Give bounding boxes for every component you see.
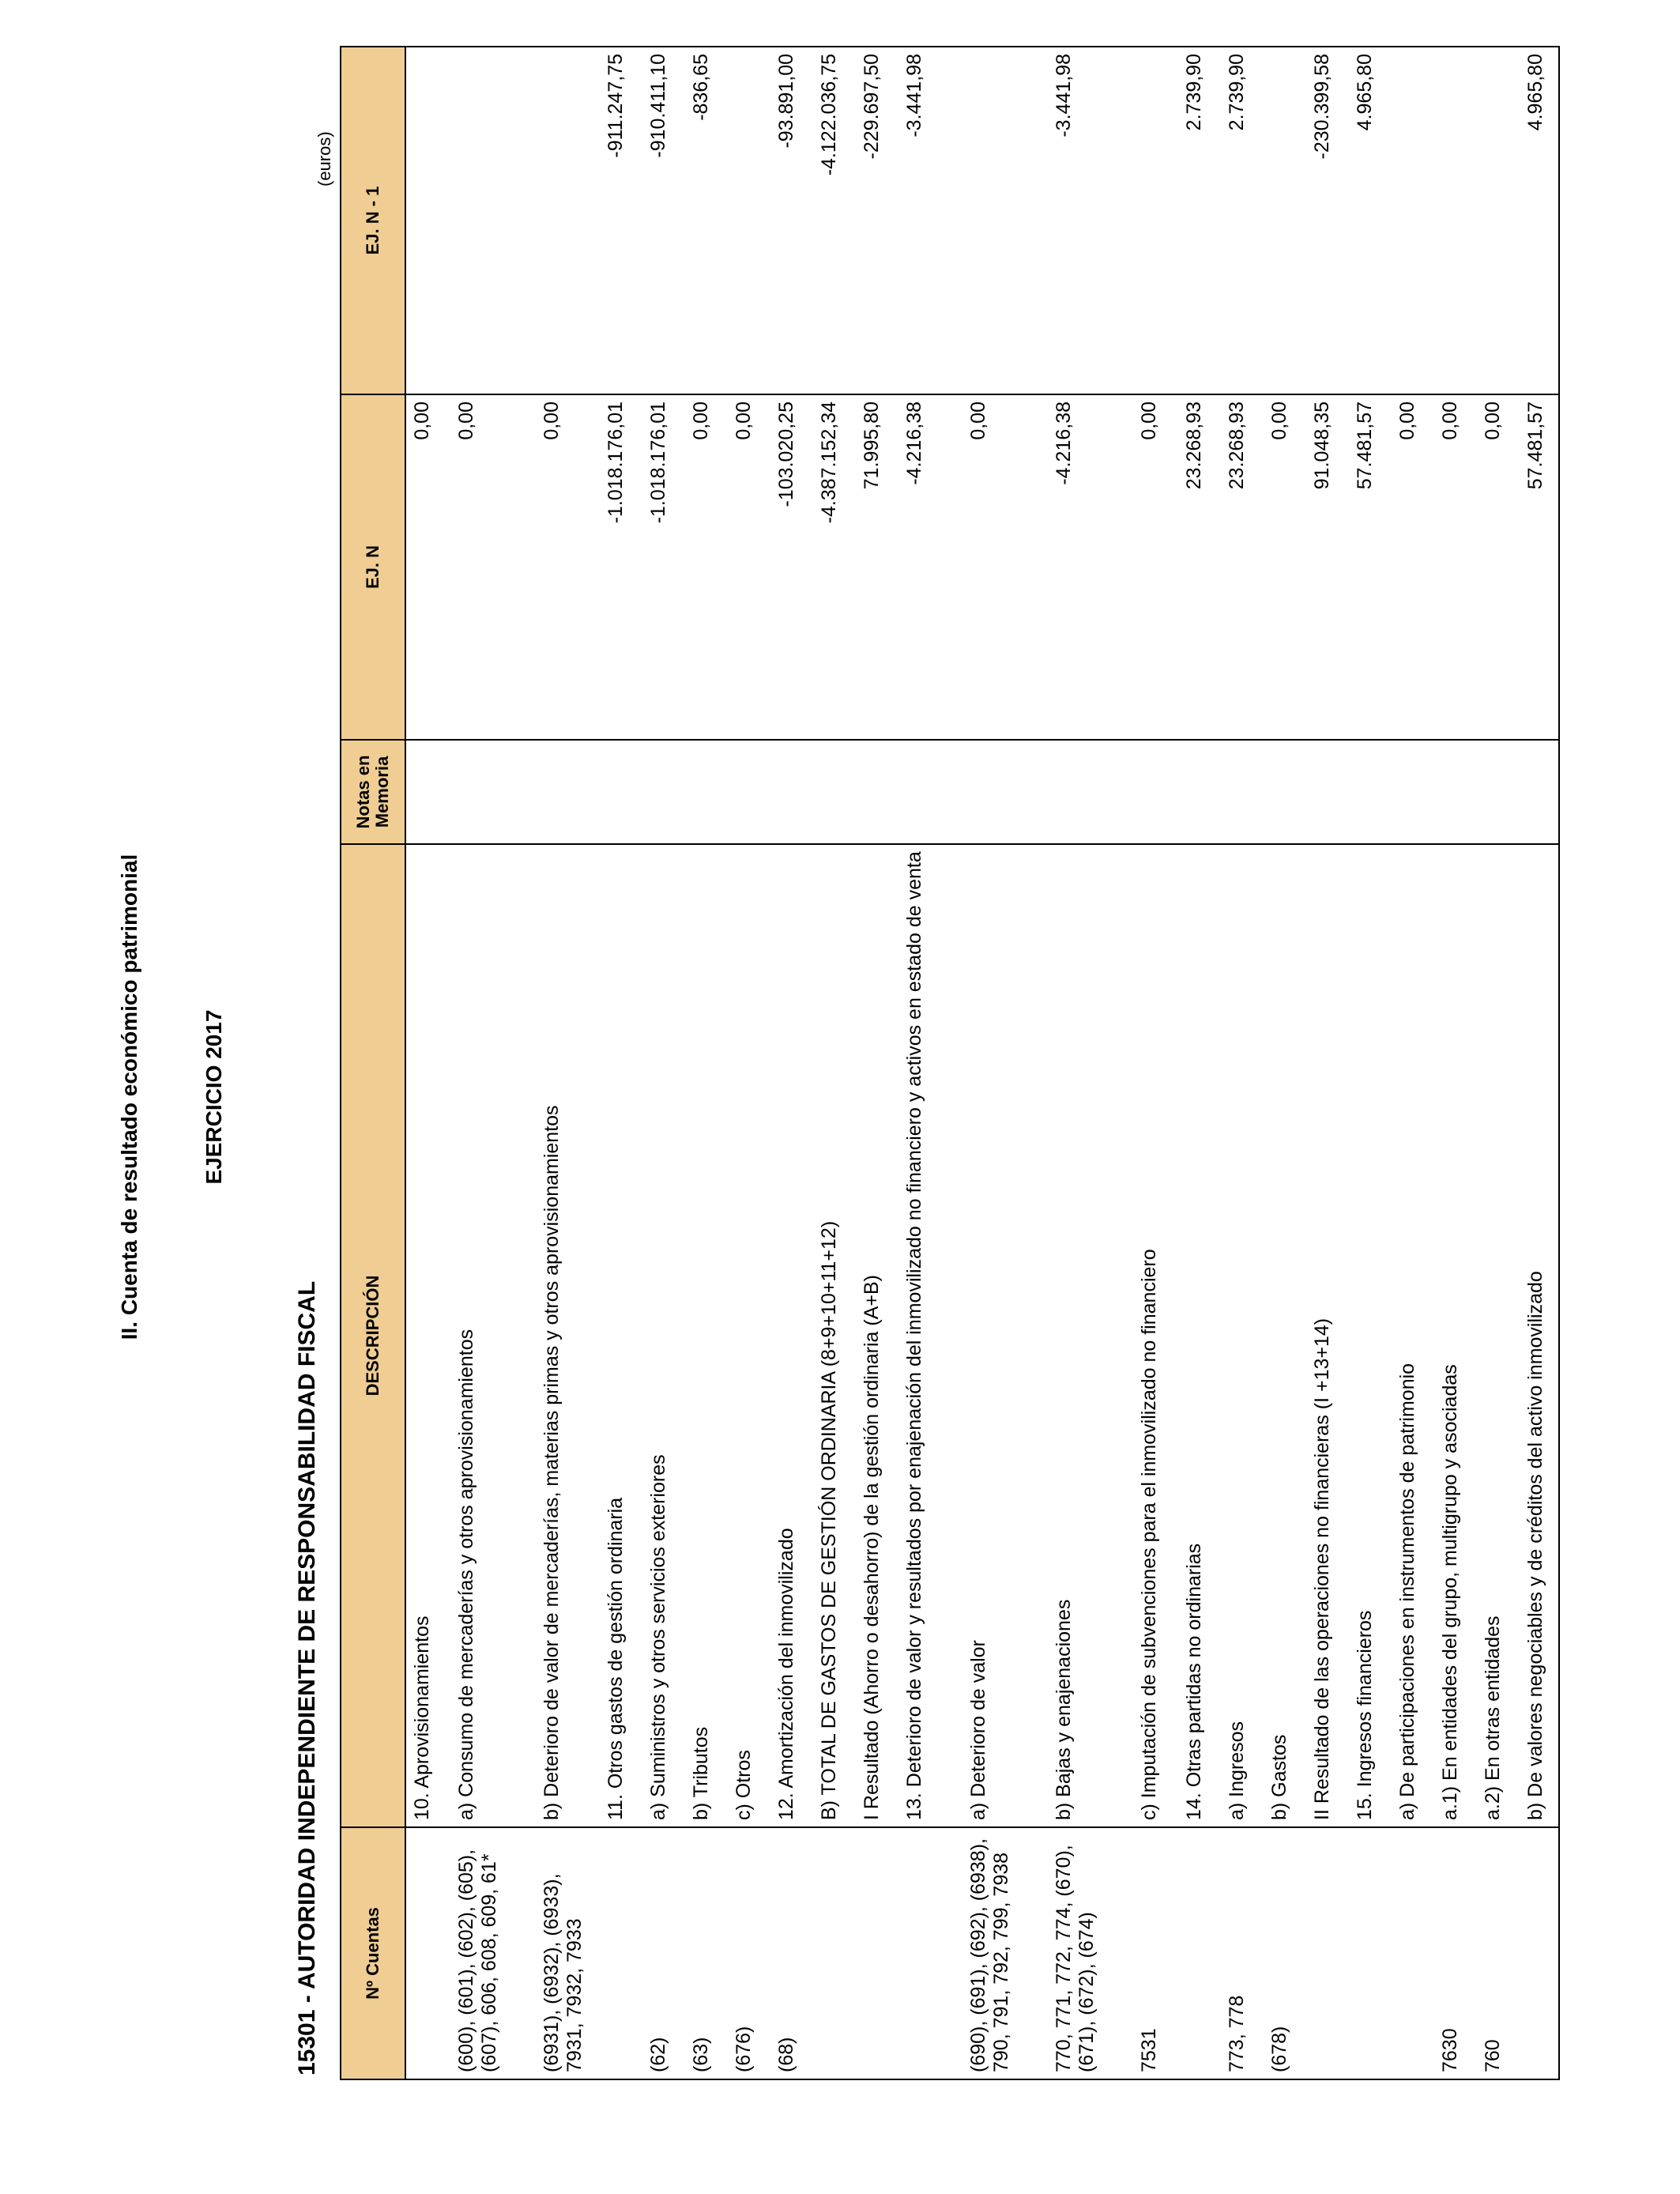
cell-cuentas	[600, 1827, 642, 2079]
cell-descripcion: a) Suministros y otros servicios exteriores	[642, 844, 685, 1827]
cell-ejn: 23.268,93	[1221, 394, 1264, 740]
table-row	[813, 47, 856, 2079]
table-row	[1349, 47, 1392, 2079]
cell-ejn1: 2.739,90	[1221, 47, 1264, 394]
cell-notas	[770, 740, 813, 844]
cell-ejn: 0,00	[1434, 394, 1477, 740]
cell-cuentas: 7630	[1434, 1827, 1477, 2079]
cell-descripcion: b) De valores negociables y de créditos del activo inmovilizado	[1520, 844, 1559, 1827]
cell-ejn1	[450, 47, 536, 394]
cell-cuentas	[1392, 1827, 1434, 2079]
cell-descripcion: B) TOTAL DE GASTOS DE GESTIÓN ORDINARIA (8+9+10+11+12)	[813, 844, 856, 1827]
table-row	[856, 47, 898, 2079]
cell-ejn1	[1434, 47, 1477, 394]
table-row	[600, 47, 642, 2079]
cell-descripcion: c) Imputación de subvenciones para el inmovilizado no financiero	[1133, 844, 1178, 1827]
cell-descripcion: a.1) En entidades del grupo, multigrupo y asociadas	[1434, 844, 1477, 1827]
cell-ejn1: 4.965,80	[1520, 47, 1559, 394]
header-descripcion: DESCRIPCIÓN	[341, 844, 405, 1827]
cell-notas	[1133, 740, 1178, 844]
table-row	[685, 47, 728, 2079]
cell-ejn: -4.216,38	[898, 394, 962, 740]
cell-ejn1	[1264, 47, 1306, 394]
cell-ejn: 0,00	[536, 394, 600, 740]
cell-cuentas: (63)	[685, 1827, 728, 2079]
cell-cuentas: 773, 778	[1221, 1827, 1264, 2079]
cell-descripcion: b) Deterioro de valor de mercaderías, materias primas y otros aprovisionamientos	[536, 844, 600, 1827]
table-body	[405, 47, 1559, 2079]
cell-cuentas: 7531	[1133, 1827, 1178, 2079]
cell-ejn1: -4.122.036,75	[813, 47, 856, 394]
cell-notas	[813, 740, 856, 844]
cell-ejn: 57.481,57	[1349, 394, 1392, 740]
table-row	[1221, 47, 1264, 2079]
cell-ejn1	[728, 47, 770, 394]
header-notas: Notas en Memoria	[341, 740, 405, 844]
cell-descripcion: 12. Amortización del inmovilizado	[770, 844, 813, 1827]
table-row	[1477, 47, 1520, 2079]
table-row	[1392, 47, 1434, 2079]
cell-descripcion: c) Otros	[728, 844, 770, 1827]
cell-descripcion: a) Ingresos	[1221, 844, 1264, 1827]
table-row	[450, 47, 536, 2079]
table-row	[770, 47, 813, 2079]
table-row	[1178, 47, 1221, 2079]
cell-ejn1	[536, 47, 600, 394]
cell-notas	[1434, 740, 1477, 844]
cell-cuentas: (6931), (6932), (6933), 7931, 7932, 7933	[536, 1827, 600, 2079]
units-label: (euros)	[315, 131, 334, 187]
cell-ejn: 91.048,35	[1306, 394, 1349, 740]
cell-ejn1: 4.965,80	[1349, 47, 1392, 394]
entity-name: 15301 - AUTORIDAD INDEPENDIENTE DE RESPONSABILIDAD FISCAL	[294, 1280, 320, 2075]
cell-descripcion: 11. Otros gastos de gestión ordinaria	[600, 844, 642, 1827]
cell-cuentas: (690), (691), (692), (6938), 790, 791, 792, 799, 7938	[962, 1827, 1048, 2079]
cell-descripcion: 13. Deterioro de valor y resultados por enajenación del inmovilizado no financiero y activos en estado de venta	[898, 844, 962, 1827]
cell-descripcion: 15. Ingresos financieros	[1349, 844, 1392, 1827]
cell-cuentas: (676)	[728, 1827, 770, 2079]
cell-descripcion: II Resultado de las operaciones no financieras (I +13+14)	[1306, 844, 1349, 1827]
cell-cuentas	[856, 1827, 898, 2079]
table-header-row	[341, 47, 405, 2079]
cell-notas	[642, 740, 685, 844]
cell-cuentas	[1349, 1827, 1392, 2079]
cell-descripcion: b) Bajas y enajenaciones	[1048, 844, 1133, 1827]
cell-ejn1	[962, 47, 1048, 394]
cell-ejn: 0,00	[728, 394, 770, 740]
cell-ejn: -4.387.152,34	[813, 394, 856, 740]
cell-ejn: 0,00	[1392, 394, 1434, 740]
cell-notas	[1392, 740, 1434, 844]
cell-ejn: 0,00	[962, 394, 1048, 740]
cell-ejn1	[405, 47, 450, 394]
table-row	[1133, 47, 1178, 2079]
cell-ejn: 0,00	[405, 394, 450, 740]
table-row	[1306, 47, 1349, 2079]
page-title: II. Cuenta de resultado económico patrimonial	[117, 854, 141, 1340]
cell-cuentas: (68)	[770, 1827, 813, 2079]
cell-notas	[962, 740, 1048, 844]
table-row	[1434, 47, 1477, 2079]
cell-notas	[536, 740, 600, 844]
cell-notas	[1048, 740, 1133, 844]
cell-notas	[856, 740, 898, 844]
cell-ejn: -1.018.176,01	[642, 394, 685, 740]
cell-cuentas	[405, 1827, 450, 2079]
cell-notas	[685, 740, 728, 844]
cell-notas	[1306, 740, 1349, 844]
cell-ejn1	[1133, 47, 1178, 394]
header-cuentas: Nº Cuentas	[341, 1827, 405, 2079]
cell-descripcion: b) Gastos	[1264, 844, 1306, 1827]
cell-notas	[1221, 740, 1264, 844]
table-row	[642, 47, 685, 2079]
cell-ejn1: -836,65	[685, 47, 728, 394]
table-row	[405, 47, 450, 2079]
cell-descripcion: 10. Aprovisionamientos	[405, 844, 450, 1827]
cell-descripcion: 14. Otras partidas no ordinarias	[1178, 844, 1221, 1827]
cell-ejn: 57.481,57	[1520, 394, 1559, 740]
cell-ejn1: 2.739,90	[1178, 47, 1221, 394]
cell-ejn1: -910.411,10	[642, 47, 685, 394]
cell-cuentas	[898, 1827, 962, 2079]
header-ejn1: EJ. N - 1	[341, 47, 405, 394]
cell-ejn: 0,00	[685, 394, 728, 740]
cell-notas	[450, 740, 536, 844]
cell-ejn: -1.018.176,01	[600, 394, 642, 740]
cell-ejn1: -229.697,50	[856, 47, 898, 394]
cell-ejn1: -3.441,98	[1048, 47, 1133, 394]
cell-cuentas	[1520, 1827, 1559, 2079]
cell-ejn: -4.216,38	[1048, 394, 1133, 740]
table-row	[728, 47, 770, 2079]
header-ejn: EJ. N	[341, 394, 405, 740]
cell-ejn: -103.020,25	[770, 394, 813, 740]
cell-descripcion: a) Consumo de mercaderías y otros aprovisionamientos	[450, 844, 536, 1827]
cell-descripcion: a.2) En otras entidades	[1477, 844, 1520, 1827]
cell-cuentas: 760	[1477, 1827, 1520, 2079]
cell-notas	[728, 740, 770, 844]
cell-cuentas: (678)	[1264, 1827, 1306, 2079]
cell-ejn: 0,00	[450, 394, 536, 740]
table-row	[898, 47, 962, 2079]
cell-ejn: 0,00	[1477, 394, 1520, 740]
cell-ejn1	[1477, 47, 1520, 394]
cell-ejn: 23.268,93	[1178, 394, 1221, 740]
table-row	[1264, 47, 1306, 2079]
cell-notas	[898, 740, 962, 844]
cell-cuentas: 770, 771, 772, 774, (670), (671), (672), (674)	[1048, 1827, 1133, 2079]
cell-cuentas	[1306, 1827, 1349, 2079]
cell-descripcion: a) Deterioro de valor	[962, 844, 1048, 1827]
table-row	[536, 47, 600, 2079]
cell-notas	[1349, 740, 1392, 844]
cell-ejn1: -93.891,00	[770, 47, 813, 394]
cell-cuentas	[1178, 1827, 1221, 2079]
table-row	[1520, 47, 1559, 2079]
cell-cuentas: (62)	[642, 1827, 685, 2079]
table-row	[1048, 47, 1133, 2079]
cell-ejn: 71.995,80	[856, 394, 898, 740]
cell-ejn1: -230.399,58	[1306, 47, 1349, 394]
cell-notas	[1477, 740, 1520, 844]
cell-notas	[405, 740, 450, 844]
exercise-title: EJERCICIO 2017	[202, 1009, 226, 1185]
table-row	[962, 47, 1048, 2079]
cell-notas	[1178, 740, 1221, 844]
cell-notas	[1264, 740, 1306, 844]
cell-cuentas: (600), (601), (602), (605), (607), 606, 608, 609, 61*	[450, 1827, 536, 2079]
cell-ejn: 0,00	[1133, 394, 1178, 740]
cell-notas	[1520, 740, 1559, 844]
cell-notas	[600, 740, 642, 844]
cell-descripcion: b) Tributos	[685, 844, 728, 1827]
cell-descripcion: a) De participaciones en instrumentos de patrimonio	[1392, 844, 1434, 1827]
result-table	[340, 46, 1560, 2080]
cell-ejn1	[1392, 47, 1434, 394]
cell-ejn1: -911.247,75	[600, 47, 642, 394]
cell-ejn1: -3.441,98	[898, 47, 962, 394]
cell-ejn: 0,00	[1264, 394, 1306, 740]
cell-descripcion: I Resultado (Ahorro o desahorro) de la gestión ordinaria (A+B)	[856, 844, 898, 1827]
cell-cuentas	[813, 1827, 856, 2079]
